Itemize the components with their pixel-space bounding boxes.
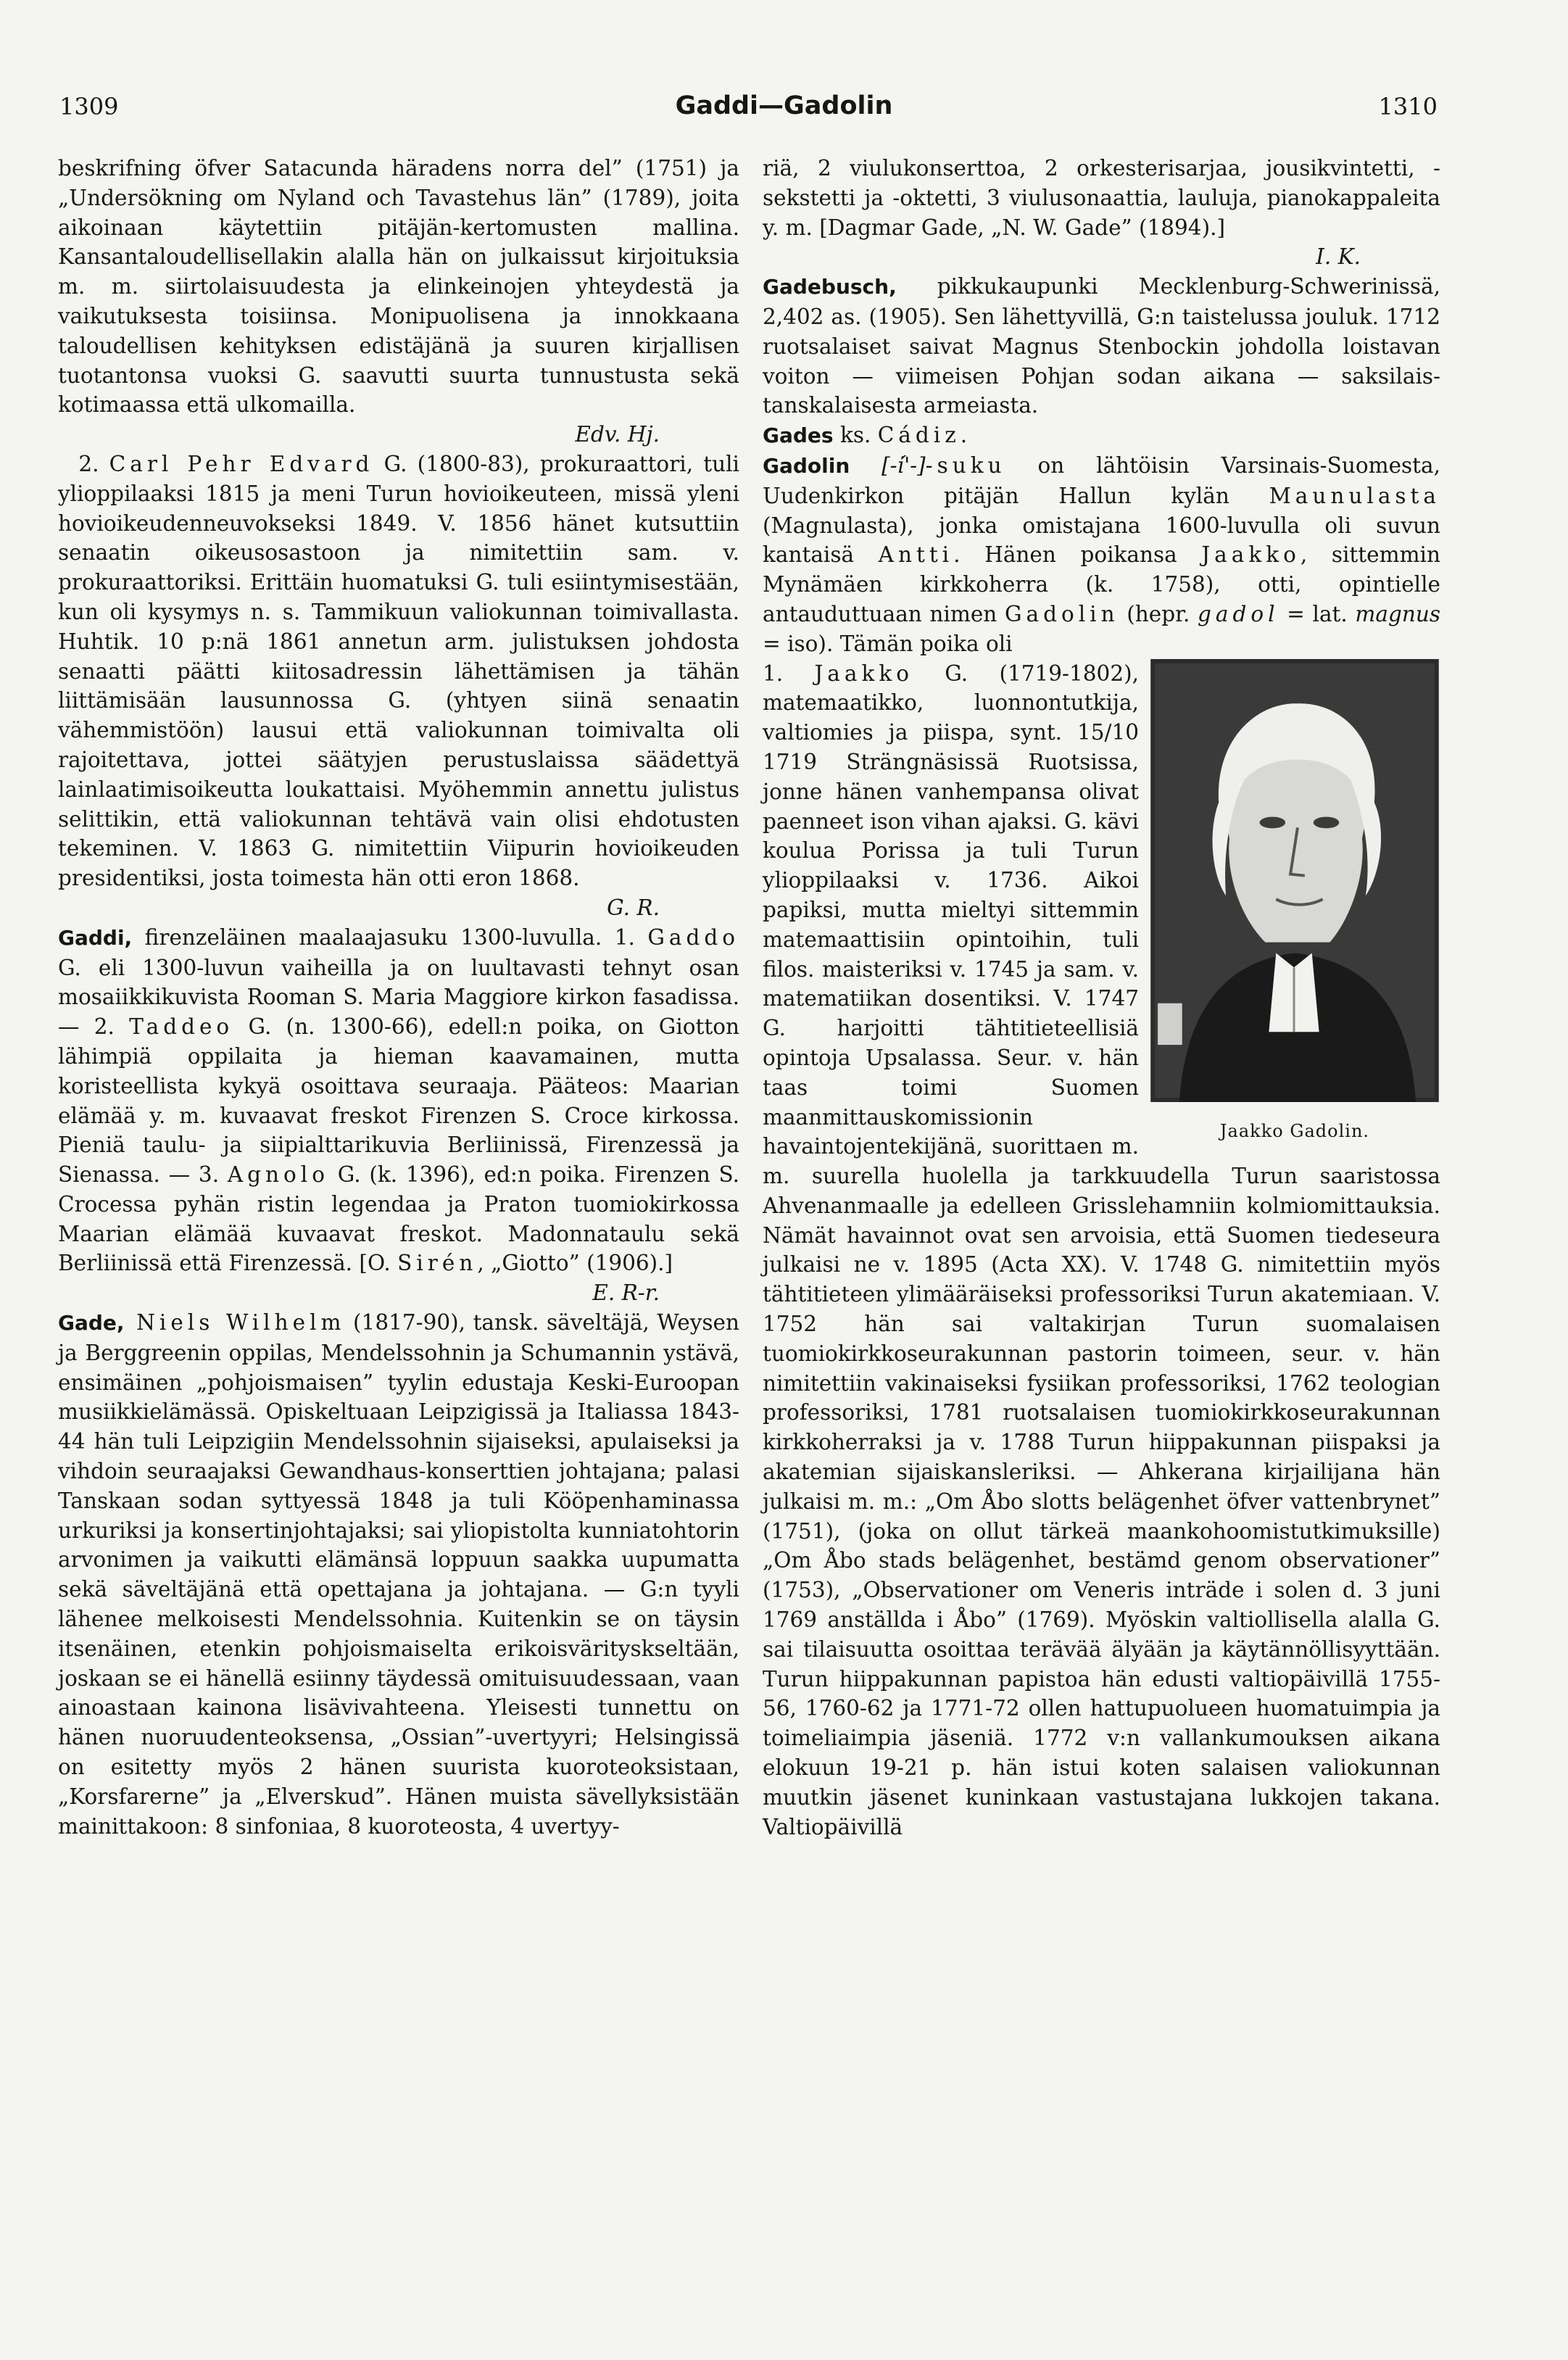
author-signature: I. K. — [1316, 244, 1361, 270]
entry-jaakko-gadolin: Jaakko Gadolin. 1. Jaakko G. (1719-1802), matemaatikko, luonnontutkija, valtiomies ja piispa, synt. 15/10 1719 Strängnäsissä Ruotsissa, jonne hänen vanhempansa olivat paenneet ison vihan ajaksi. G. kävi koulua Porissa ja tuli Turun ylioppilaaksi v. 1736. Aikoi papiksi, mutta mieltyi sittemmin matemaattisiin opintoihin, tuli filos. maisteriksi v. 1745 ja sam. v. matematiikan dosentiksi. V. 1747 G. harjoitti tähtitieteellisiä opintoja Upsalassa. Seur. v. hän taas toimi Suomen maanmittauskomissionin havaintojentekijänä, suorittaen m. m. suurella huolella ja tarkkuudella Turun saaristossa Ahvenanmaalle ja edelleen Grisslehamniin kolmiomittauksia. Nämät havainnot ovat sen arvoisia, että Suomen tiedeseura julkaisi ne v. 1895 (Acta XX). V. 1748 G. nimitettiin myös tähtitieteen ylimääräiseksi professoriksi Turun akatemiaan. V. 1752 hän sai valtakirjan Turun suomalaisen tuomiokirkkoseurakunnan pastorin toimeen, seur. v. hän nimitettiin vakinaiseksi fysiikan professoriksi, 1762 teologian professoriksi, 1781 ruotsalaisen tuomiokirkkoseurakunnan kirkkoherraksi ja v. 1788 Turun hiippakunnan piispaksi ja akatemian sijaiskansleriksi. — Ahkerana kirjailijana hän julkaisi m. m.: „Om Åbo slotts belägenhet öfver vattenbrynet” (1751), (joka on ollut tärkeä maankohoomistutkimuksille) „Om Åbo stads belägenhet, bestämd genom observationer” (1753), „Observationer om Veneris inträde i solen d. 3 juni 1769 anställda i Åbo” (1769). Myöskin valtiollisella alalla G. sai tilaisuutta osoittaa terävää älyään ja käytännöllisyyttään. Turun hiippakunnan papistoa hän edusti valtiopäivillä 1755-56, 1760-62 ja 1771-72 ollen hattupuolueen huomatuimpia ja toimeliaimpia jäseniä. 1772 v:n vallankumouksen aikana elokuun 19-21 p. hän istui koten salaisen valiokunnan muutkin jäsenet kuninkaan vastustajana lukkojen takana. Valtiopäivillä — [763, 659, 1440, 1842]
headword: Gade, — [58, 1311, 125, 1336]
headword: Gadebusch, — [763, 275, 897, 299]
portrait-figure — [1149, 659, 1440, 1146]
page-header — [0, 93, 1568, 136]
author-signature: E. R-r. — [592, 1280, 660, 1306]
headword: Gades — [763, 423, 834, 448]
portrait-image — [1149, 659, 1440, 1102]
entry-gade: Gade, Niels Wilhelm (1817-90), tansk. säveltäjä, Weysen ja Berggreenin oppilas, Mendelssohnin ja Schumannin ystävä, ensimäinen „pohjoismaisen” tyylin edustaja Keski-Euroopan musiikkielämässä. Opiskeltuaan Leipzigissä ja Italiassa 1843-44 hän tuli Leipzigiin Mendelssohnin sijaiseksi, apulaiseksi ja vihdoin seuraajaksi Gewandhaus-konserttien johtajana; palasi Tanskaan sodan syttyessä 1848 ja tuli Kööpenhaminassa urkuriksi ja konsertinjohtajaksi; sai yliopistolta kunniatohtorin arvonimen ja vaikutti elämänsä loppuun saakka uupumatta sekä säveltäjänä että opettajana ja johtajana. — G:n tyyli lähenee melkoisesti Mendelssohnia. Kuitenkin se on täysin itsenäinen, etenkin pohjoismaiselta erikoisvärityskseltään, joskaan se ei hänellä esiinny täydessä omituisuudessaan, vaan ainoastaan kainona lisävivahteena. Yleisesti tunnettu on hänen nuoruudenteoksensa, „Ossian”-uvertyyri; Helsingissä on esitetty myös 2 hänen suurista kuoroteoksistaan, „Korsfarerne” ja „Elverskud”. Hänen muista sävellyksistään mainittakoon: 8 sinfoniaa, 8 kuoroteosta, 4 uvertyy- — [58, 1310, 739, 1839]
running-title: Gaddi—Gadolin — [675, 91, 893, 120]
entry-carl-pehr-edvard: 2. Carl Pehr Edvard G. (1800-83), prokuraattori, tuli ylioppilaaksi 1815 ja meni Turun hovioikeuteen, missä yleni hovioikeudenneuvokseksi 1849. V. 1856 hänet kutsuttiin senaatin oikeusosastoon ja nimitettiin sam. v. prokuraattoriksi. Erittäin huomatuksi G. tuli esiintymisestään, kun oli kysymys n. s. Tammikuun valiokunnan toimivallasta. Huhtik. 10 p:nä 1861 annetun arm. julistuksen johdosta senaatti päätti kiitosadressin lähettämisen ja tähän liittämisään lausunnossa G. (yhtyen siinä senaatin vähemmistöön) lausui että valiokunnan toimivalta oli rajoitettava, jottei säätyjen perustuslaissa säädettyä lainlaatimisoikeutta loukattaisi. Myöhemmin annettu julistus selittikin, että valiokunnan tehtävä vain olisi ehdotusten tekeminen. V. 1863 G. nimitettiin Viipurin hovioikeuden presidentiksi, josta toimesta hän otti eron 1868. G. R. — [58, 450, 739, 923]
entry-gaddi: Gaddi, firenzeläinen maalaajasuku 1300-luvulla. 1. Gaddo G. eli 1300-luvun vaiheilla ja on luultavasti tehnyt osan mosaiikkikuvista Rooman S. Maria Maggiore kirkon fasadissa. — 2. Taddeo G. (n. 1300-66), edell:n poika, on Giotton lähimpiä oppilaita ja hieman kaavamainen, mutta koristeellista kykyä osoittava seuraaja. Pääteos: Maarian elämää y. m. kuvaavat freskot Firenzen S. Croce kirkossa. Pieniä taulu- ja siipialttarikuvia Berliinissä, Firenzessä ja Sienassa. — 3. Agnolo G. (k. 1396), ed:n poika. Firenzen S. Crocessa pyhän ristin legendaa ja Praton tuomiokirkossa Maarian elämää kuvaavat freskot. Madonnataulu sekä Berliinissä että Firenzessä. [O. Sirén, „Giotto” (1906).] E. R-r. — [58, 923, 739, 1308]
page-number-left: 1309 — [59, 93, 119, 120]
portrait-caption: Jaakko Gadolin. — [1219, 1120, 1370, 1141]
left-column — [58, 154, 739, 1841]
entry-gades: Gades ks. Cádiz. — [763, 423, 968, 448]
right-column — [763, 154, 1440, 1842]
entry-gadebusch: Gadebusch, pikkukaupunki Mecklenburg-Schwerinissä, 2,402 as. (1905). Sen lähettyvillä, G:n taistelussa jouluk. 1712 ruotsalaiset saivat Magnus Stenbockin johdolla loistavan voiton — viimeisen Pohjan sodan aikana — saksilais-tanskalaisesta armeiasta. — [763, 274, 1440, 418]
entry-gade-continued: riä, 2 viulukonserttoa, 2 orkesterisarjaa, jousikvintetti, -sekstetti ja -oktetti, 3 viulusonaattia, lauluja, pianokappaleita y. m. [Dagmar Gade, „N. W. Gade” (1894).] I. K. — [763, 154, 1440, 272]
author-signature: Edv. Hj. — [575, 422, 660, 447]
entry-gadolin: Gadolin [-i̇́'-]-suku on lähtöisin Varsinais-Suomesta, Uudenkirkon pitäjän Hallun kylän Maunulasta (Magnulasta), jonka omistajana 1600-luvulla oli suvun kantaisä Antti. Hänen poikansa Jaakko, sittemmin Mynämäen kirkkoherra (k. 1758), otti, opintielle antauduttuaan nimen Gadolin (hepr. gadol = lat. magnus = iso). Tämän poika oli — [763, 452, 1440, 656]
headword: Gaddi, — [58, 925, 133, 950]
author-signature: G. R. — [607, 895, 660, 920]
entry-continuation: beskrifning öfver Satacunda häradens norra del” (1751) ja „Undersökning om Nyland och Tavastehus län” (1789), joita aikoinaan käytettiin pitäjän-kertomusten mallina. Kansantaloudellisellakin alalla hän on julkaissut kirjoituksia m. m. siirtolaisuudesta ja elinkeinojen yhteydestä ja vaikutuksesta toisiinsa. Monipuolisena ja innokkaana taloudellisen kehityksen edistäjänä ja suuren kirjallisen tuotantonsa vuoksi G. saavutti suurta tunnustusta sekä kotimaassa että ulkomailla. Edv. Hj. — [58, 154, 739, 450]
page-number-right: 1310 — [1378, 93, 1438, 120]
headword: Gadolin — [763, 453, 850, 478]
